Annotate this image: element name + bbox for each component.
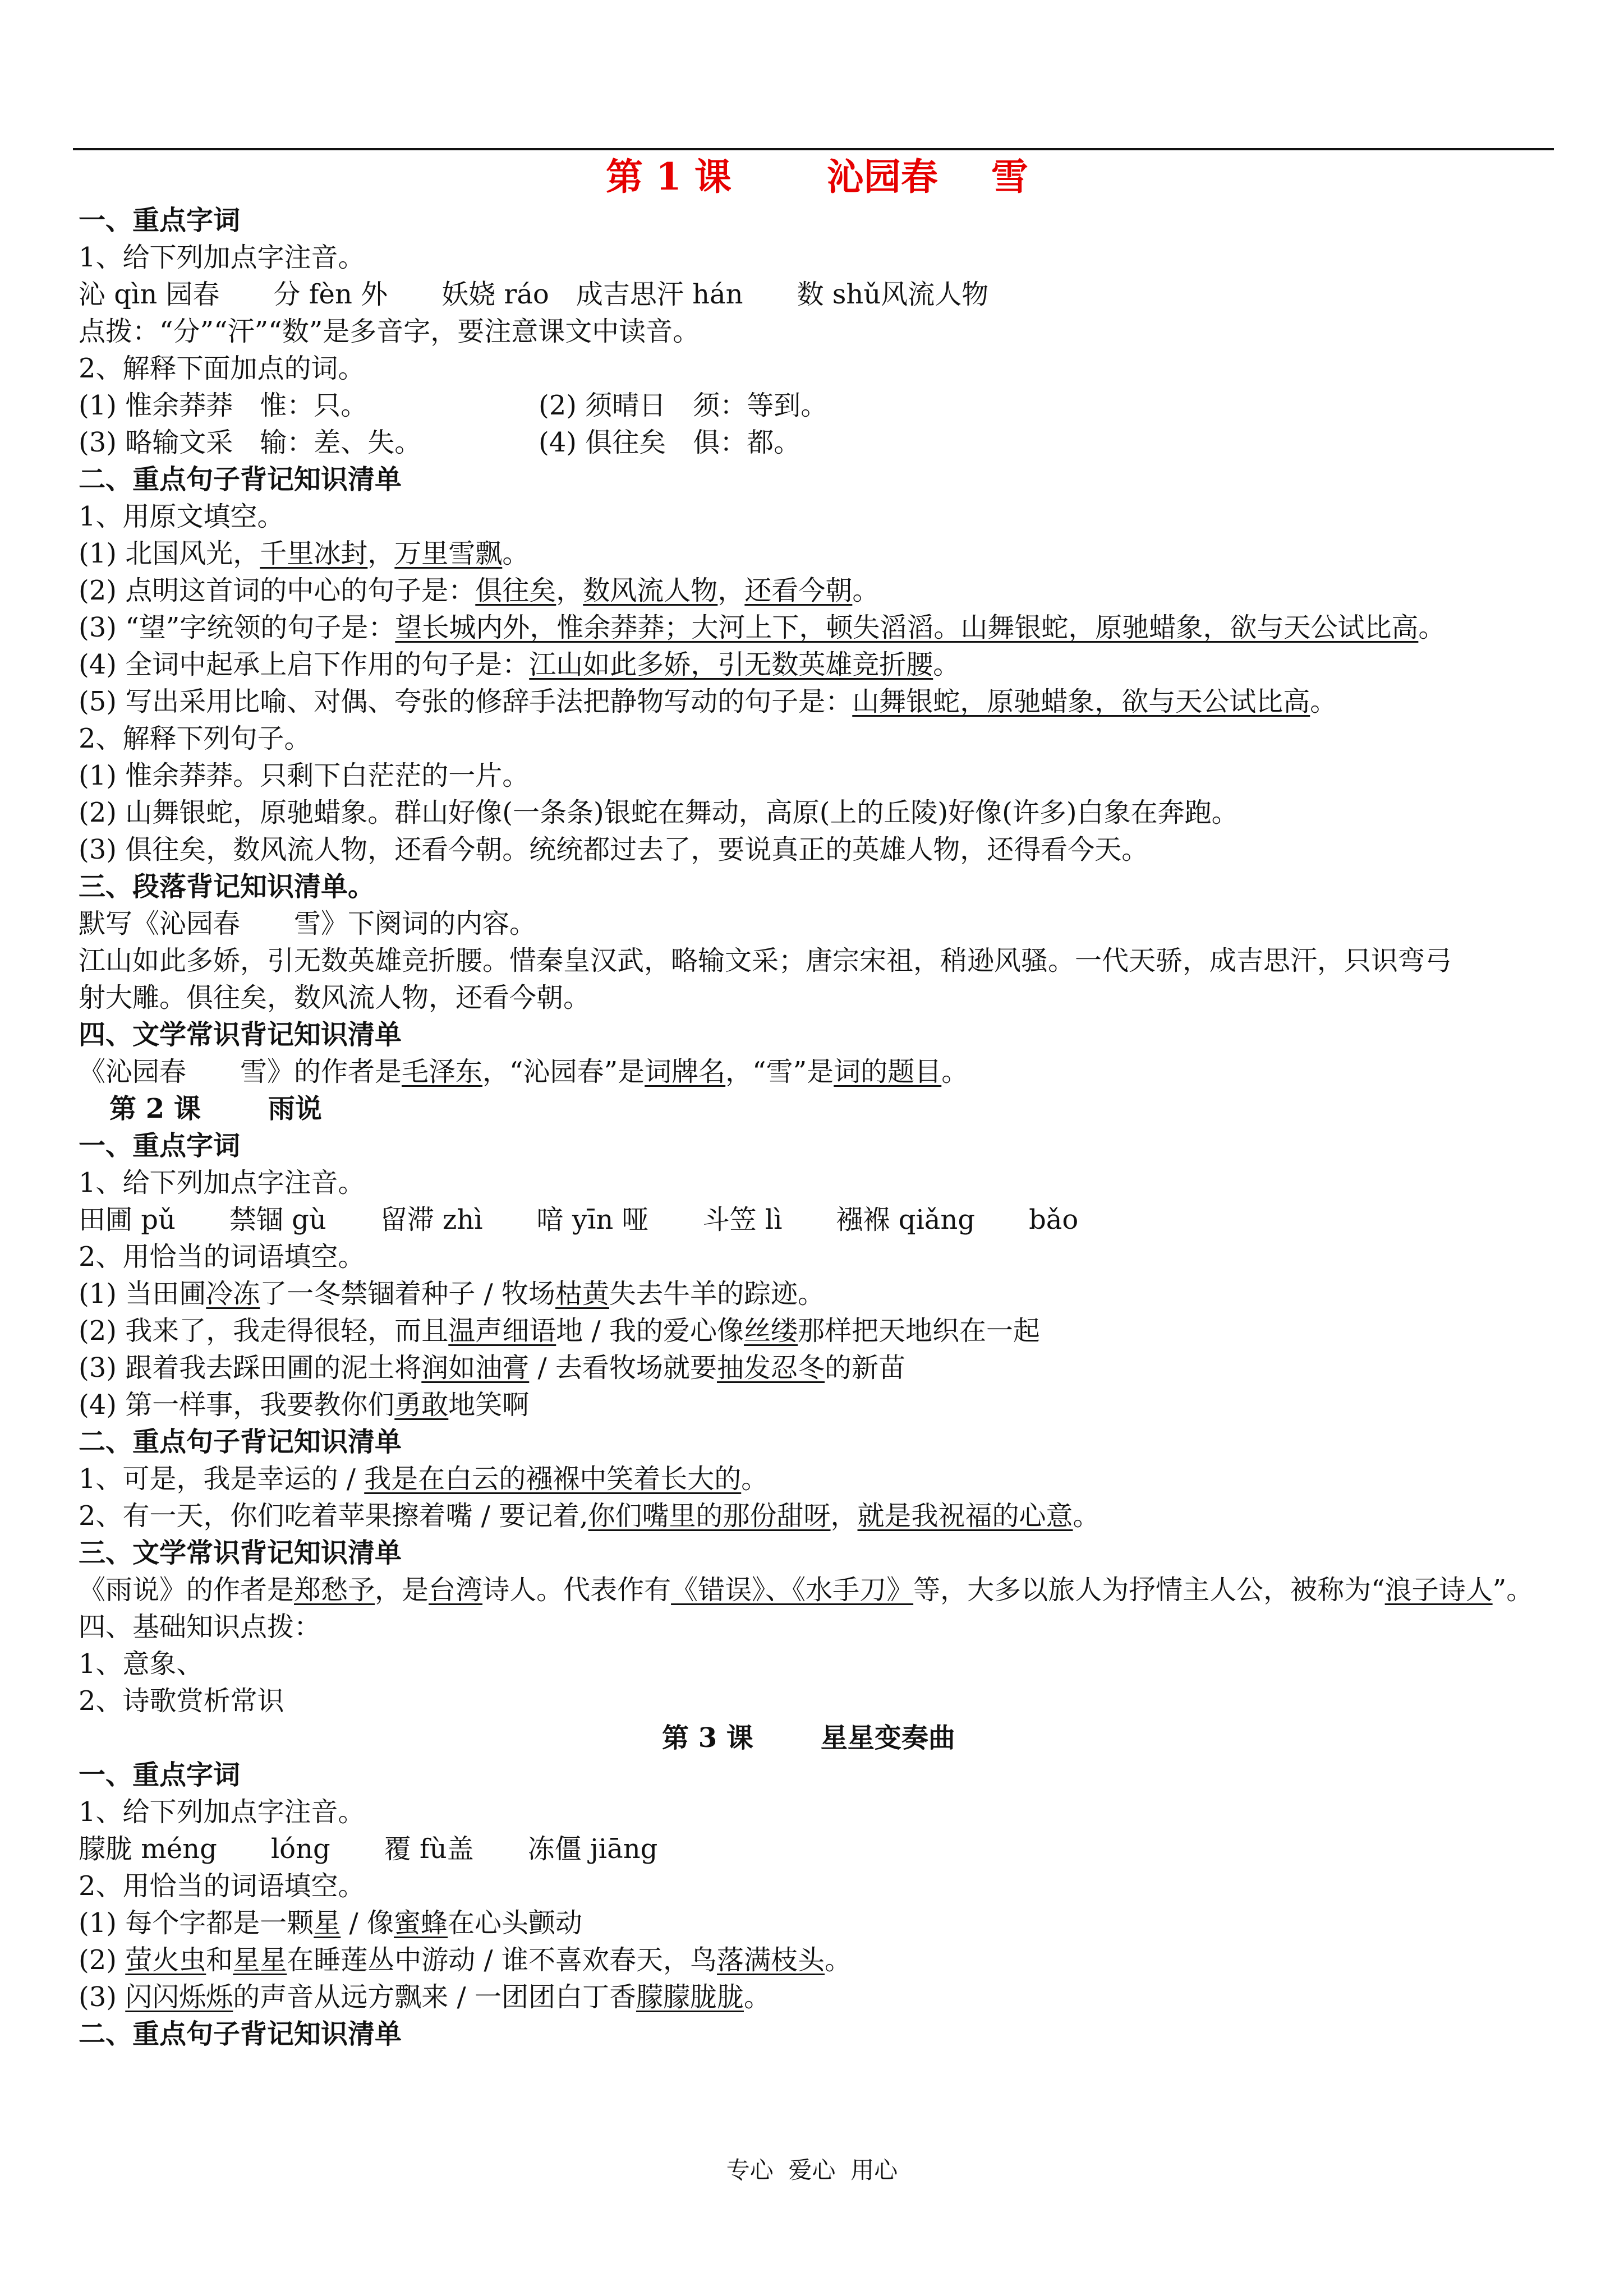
lesson2-section3-heading: 三、文学常识背记知识清单 <box>79 1537 402 1569</box>
answer: 毛泽东 <box>402 1056 483 1087</box>
lesson3-title <box>79 1719 1554 1756</box>
header-rule <box>73 148 1554 150</box>
lesson3-title-name: 星星变奏曲 <box>820 1722 955 1754</box>
lesson1-title <box>79 151 1554 202</box>
lesson1-section3-heading: 三、段落背记知识清单。 <box>79 871 375 902</box>
text: 。 <box>1418 612 1446 643</box>
text: (2) 点明这首词的中心的句子是： <box>79 575 476 606</box>
answer: 蜜蜂 <box>393 1907 448 1939</box>
lesson3-question1: 1、给下列加点字注音。 <box>79 1796 365 1828</box>
lesson2-question2: 2、用恰当的词语填空。 <box>79 1241 365 1273</box>
text: 。 <box>1310 686 1337 717</box>
lesson1-word-row2 <box>79 424 1554 461</box>
text: 。 <box>933 649 960 680</box>
lesson3-fill2 <box>79 1942 1554 1979</box>
lesson2-question1: 1、给下列加点字注音。 <box>79 1167 365 1198</box>
lesson3-section2-heading: 二、重点句子背记知识清单 <box>79 2018 402 2050</box>
lesson1-fill1 <box>79 535 1554 572</box>
lesson2-sentence1 <box>79 1460 1554 1497</box>
answer: 数风流人物 <box>583 575 718 606</box>
text: 。 <box>502 538 530 569</box>
text: ， <box>556 575 583 606</box>
text: (4) 全词中起承上启下作用的句子是： <box>79 649 530 680</box>
lesson1-word4: (4) 俱往矣 俱：都。 <box>539 427 801 458</box>
lesson2-fill4 <box>79 1386 1554 1423</box>
text: 和 <box>206 1944 233 1976</box>
lesson1-fill5 <box>79 683 1554 720</box>
answer: 江山如此多娇，引无数英雄竞折腰 <box>529 649 933 680</box>
text: / 去看牧场就要 <box>529 1352 717 1384</box>
text: 诗人。代表作有 <box>482 1574 671 1606</box>
page-footer: 专心 爱心 用心 <box>726 2156 898 2184</box>
lesson3-pinyin-line: 朦胧 méng lóng 覆 fù盖 冻僵 jiāng <box>79 1833 658 1865</box>
answer: 丝缕 <box>743 1315 798 1347</box>
answer: 闪闪烁烁 <box>125 1981 233 2013</box>
lesson1-fill2 <box>79 572 1554 609</box>
lesson1-dictation-question: 默写《沁园春 雪》下阕词的内容。 <box>79 908 537 939</box>
lesson2-fill2 <box>79 1312 1554 1349</box>
lesson1-word1: (1) 惟余莽莽 惟：只。 <box>79 390 368 421</box>
lesson1-tip: 点拨：“分”“汗”“数”是多音字，要注意课文中读音。 <box>79 316 700 347</box>
lesson1-fill4 <box>79 646 1554 683</box>
text: 2、有一天，你们吃着苹果擦着嘴 / 要记着, <box>79 1500 588 1532</box>
text: (2) <box>79 1944 126 1976</box>
lesson1-title-name: 沁园春 <box>826 155 938 199</box>
text: ”。 <box>1492 1574 1534 1606</box>
lesson1-fill-question: 1、用原文填空。 <box>79 501 284 532</box>
lesson1-section2-heading: 二、重点句子背记知识清单 <box>79 464 402 495</box>
answer: 台湾 <box>429 1574 483 1606</box>
lesson3-title-number: 第 3 课 <box>662 1722 753 1754</box>
lesson1-title-sub: 雪 <box>991 155 1028 199</box>
text: ， <box>830 1500 858 1532</box>
lesson1-section1-heading: 一、重点字词 <box>79 205 241 236</box>
text: 地笑啊 <box>448 1389 530 1421</box>
text: (2) 我来了，我走得很轻，而且 <box>79 1315 449 1347</box>
text: 。 <box>852 575 880 606</box>
text: 失去牛羊的踪迹。 <box>609 1278 825 1310</box>
text: 等，大多以旅人为抒情主人公，被称为“ <box>913 1574 1385 1606</box>
lesson1-word3: (3) 略输文采 输：差、失。 <box>79 427 422 458</box>
text: (3) “望”字统领的句子是： <box>79 612 395 643</box>
text: 《沁园春 雪》的作者是 <box>79 1056 402 1087</box>
lesson1-section4-heading: 四、文学常识背记知识清单 <box>79 1019 402 1050</box>
text: ， <box>367 538 395 569</box>
lesson1-question1: 1、给下列加点字注音。 <box>79 242 365 273</box>
answer: 润如油膏 <box>421 1352 530 1384</box>
lesson1-fill3 <box>79 609 1554 646</box>
lesson1-pinyin-line: 沁 qìn 园春 分 fèn 外 妖娆 ráo 成吉思汗 hán 数 shǔ风流人物 <box>79 279 989 310</box>
text: / 像 <box>341 1907 394 1939</box>
lesson2-sentence2 <box>79 1497 1554 1534</box>
answer: 勇敢 <box>394 1389 449 1421</box>
answer: 我是在白云的襁褓中笑着长大的 <box>364 1463 742 1495</box>
text: (1) 当田圃 <box>79 1278 206 1310</box>
lesson1-word2: (2) 须晴日 须：等到。 <box>539 390 828 421</box>
lesson2-section4-heading: 四、基础知识点拨： <box>79 1611 321 1643</box>
lesson2-title-number: 第 2 课 <box>109 1093 201 1124</box>
text: ，“雪”是 <box>725 1056 834 1087</box>
answer: 抽发忍冬 <box>716 1352 825 1384</box>
lesson2-section2-heading: 二、重点句子背记知识清单 <box>79 1426 402 1458</box>
text: (3) 跟着我去踩田圃的泥土将 <box>79 1352 422 1384</box>
lesson3-question2: 2、用恰当的词语填空。 <box>79 1870 365 1902</box>
answer: 温声细语 <box>448 1315 556 1347</box>
answer: 你们嘴里的那份甜呀 <box>588 1500 831 1532</box>
answer: 萤火虫 <box>125 1944 206 1976</box>
text: 了一冬禁锢着种子 / 牧场 <box>260 1278 555 1310</box>
lesson1-word-row1 <box>79 387 1554 424</box>
answer: 还看今朝 <box>744 575 853 606</box>
lesson2-literature-fact <box>79 1571 1554 1608</box>
text: (3) <box>79 1981 126 2013</box>
lesson1-poem-line1: 江山如此多娇，引无数英雄竞折腰。惜秦皇汉武，略输文采；唐宗宋祖，稍逊风骚。一代天骄，成吉思汗，只识弯弓 <box>79 945 1452 976</box>
lesson2-fill1 <box>79 1275 1554 1312</box>
lesson1-literature-fact <box>79 1053 1554 1090</box>
answer: 山舞银蛇，原驰蜡象，欲与天公试比高 <box>852 686 1310 717</box>
answer: 枯黄 <box>555 1278 609 1310</box>
lesson1-title-number: 第 1 课 <box>606 155 732 199</box>
lesson2-section1-heading: 一、重点字词 <box>79 1130 241 1161</box>
lesson1-explain3: (3) 俱往矣，数风流人物，还看今朝。统统都过去了，要说真正的英雄人物，还得看今天。 <box>79 834 1149 865</box>
answer: 俱往矣 <box>475 575 556 606</box>
text: 的新苗 <box>825 1352 906 1384</box>
answer: 星 <box>314 1907 341 1939</box>
text: ， <box>717 575 745 606</box>
answer: 朦朦胧胧 <box>636 1981 744 2013</box>
lesson1-explain1: (1) 惟余莽莽。只剩下白茫茫的一片。 <box>79 760 530 791</box>
document-content <box>79 151 1554 2053</box>
lesson2-point1: 1、意象、 <box>79 1648 204 1680</box>
answer: 落满枝头 <box>717 1944 825 1976</box>
text: 在心头颤动 <box>448 1907 583 1939</box>
lesson3-fill1 <box>79 1905 1554 1942</box>
answer: 郑愁予 <box>294 1574 375 1606</box>
lesson1-explain2: (2) 山舞银蛇，原驰蜡象。群山好像(一条条)银蛇在舞动，高原(上的丘陵)好像(许多)白象在奔跑。 <box>79 797 1239 828</box>
lesson3-section1-heading: 一、重点字词 <box>79 1759 241 1791</box>
text: ，“沁园春”是 <box>482 1056 645 1087</box>
text: (4) 第一样事，我要教你们 <box>79 1389 395 1421</box>
text: 。 <box>941 1056 969 1087</box>
text: 《雨说》的作者是 <box>79 1574 295 1606</box>
text: (1) 北国风光， <box>79 538 260 569</box>
lesson2-fill3 <box>79 1349 1554 1386</box>
lesson2-pinyin-line: 田圃 pǔ 禁锢 gù 留滞 zhì 喑 yīn 哑 斗笠 lì 襁褓 qiǎng bǎo <box>79 1204 1079 1235</box>
answer: 冷冻 <box>206 1278 260 1310</box>
text: 。 <box>743 1981 771 2013</box>
answer: 词的题目 <box>834 1056 942 1087</box>
answer: 星星 <box>233 1944 287 1976</box>
lesson1-explain-question: 2、解释下列句子。 <box>79 723 311 754</box>
lesson2-point2: 2、诗歌赏析常识 <box>79 1685 284 1717</box>
text: ，是 <box>375 1574 429 1606</box>
answer: 就是我祝福的心意 <box>857 1500 1073 1532</box>
text: 。 <box>825 1944 852 1976</box>
text: 的声音从远方飘来 / 一团团白丁香 <box>233 1981 636 2013</box>
text: 地 / 我的爱心像 <box>556 1315 744 1347</box>
answer: 望长城内外，惟余莽莽；大河上下，顿失滔滔。山舞银蛇，原驰蜡象，欲与天公试比高 <box>395 612 1419 643</box>
text: 那样把天地织在一起 <box>798 1315 1041 1347</box>
lesson3-fill3 <box>79 1979 1554 2016</box>
lesson1-poem-line2: 射大雕。俱往矣，数风流人物，还看今朝。 <box>79 982 591 1013</box>
answer: 词牌名 <box>645 1056 726 1087</box>
answer: 万里雪飘 <box>394 538 503 569</box>
text: 。 <box>1073 1500 1100 1532</box>
text: 1、可是，我是幸运的 / <box>79 1463 365 1495</box>
answer: 《错误》、《水手刀》 <box>671 1574 914 1606</box>
text: 在睡莲丛中游动 / 谁不喜欢春天，鸟 <box>287 1944 717 1976</box>
text: (1) 每个字都是一颗 <box>79 1907 314 1939</box>
lesson1-question2: 2、解释下面加点的词。 <box>79 353 365 384</box>
answer: 千里冰封 <box>260 538 368 569</box>
lesson2-title-name: 雨说 <box>268 1093 322 1124</box>
answer: 浪子诗人 <box>1384 1574 1493 1606</box>
text: (5) 写出采用比喻、对偶、夸张的修辞手法把静物写动的句子是： <box>79 686 853 717</box>
lesson2-title <box>79 1090 1554 1127</box>
text: 。 <box>741 1463 769 1495</box>
